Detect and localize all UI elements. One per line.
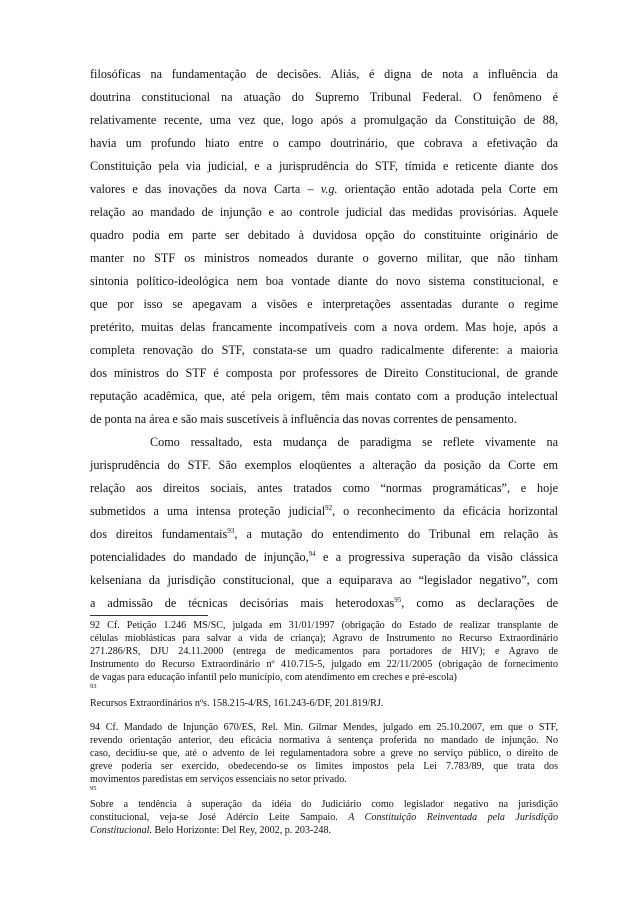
footnote-94-line: revendo orientação anterior, deu eficácia normativa à sentença proferida no mandado de injunção. No <box>90 735 558 746</box>
footnote-94-line: movimentos paredistas em serviços essenciais no setor privado. <box>90 774 347 785</box>
footnote-93-mark: 93 <box>90 683 97 690</box>
footnote-94-line: greve poderia ser exercido, obedecendo-se os limites impostos pela Lei 7.783/89, que trata dos <box>90 761 558 772</box>
paragraph-2-line: potencialidades do mandado de injunção,$^{94}$ e a progressiva superação da visão clássica <box>90 550 558 564</box>
paragraph-2-line: kelseniana da jurisdição constitucional, que a equiparava ao “legislador negativo”, com <box>90 573 558 587</box>
footnote-94-line: 94 Cf. Mandado de Injunção 670/ES, Rel. Min. Gilmar Mendes, julgado em 25.10.2007, em que o STF, <box>90 722 558 733</box>
body-line: relação ao mandado de injunção e ao controle judicial das medidas provisórias. Aquele <box>90 205 558 219</box>
footnote-ref-93[interactable]: 93 <box>227 527 235 535</box>
body-line: filosóficas na fundamentação de decisões. Aliás, é digna de nota a influência da <box>90 67 558 81</box>
paragraph-2-line: relação aos direitos sociais, antes tratados como “normas programáticas”, e hoje <box>90 481 558 495</box>
body-line: relativamente recente, uma vez que, logo após a promulgação da Constituição de 88, <box>90 113 558 127</box>
italic-vg: v.g. <box>320 182 338 196</box>
book-title-cont: Constitucional. <box>90 825 152 836</box>
body-line: dos ministros do STF é composta por professores de Direito Constitucional, de grande <box>90 366 558 380</box>
paragraph-2-line: submetidos a uma intensa proteção judicial$^{92}$, o reconhecimento da eficácia horizontal <box>90 504 558 518</box>
paragraph-2-line: Como ressaltado, esta mudança de paradigma se reflete vivamente na <box>150 435 558 449</box>
footnote-92-line: células mioblásticas para salvar a vida de criança); Agravo de Instrumento no Recurso Extraordinário <box>90 633 558 644</box>
body-line: reputação acadêmica, que, até pela origem, têm mais contato com a produção intelectual <box>90 389 558 403</box>
body-line: manter no STF os ministros nomeados durante o governo militar, que não tinham <box>90 251 558 265</box>
body-line: havia um profundo hiato entre o campo doutrinário, que cobrava a efetivação da <box>90 136 558 150</box>
footnote-92-line: Instrumento do Recurso Extraordinário nº 410.715-5, julgado em 22/11/2005 (obrigação de fornecimento <box>90 659 558 670</box>
footnote-95-mark: 95 <box>90 785 97 792</box>
footnote-ref-95[interactable]: 95 <box>394 596 402 604</box>
paragraph-2-line: a admissão de técnicas decisórias mais heterodoxas$^{95}$, como as declarações de <box>90 596 558 610</box>
body-line: Constituição pela via judicial, e a jurisprudência do STF, tímida e reticente diante dos <box>90 159 558 173</box>
body-line: de ponta na área e são mais suscetíveis à influência das novas correntes de pensamento. <box>90 412 517 426</box>
footnote-92-line: de vagas para educação infantil pelo município, com atendimento em creches e pré-escola) <box>90 672 457 683</box>
body-line: sintonia político-ideológica nem boa vontade diante do novo sistema constitucional, e <box>90 274 558 288</box>
footnote-92-line: 92 Cf. Petição 1.246 MS/SC, julgada em 31/01/1997 (obrigação do Estado de realizar transplante de <box>90 620 558 631</box>
book-title: A Constituição Reinventada pela Jurisdição <box>348 812 558 823</box>
paragraph-2-line: dos direitos fundamentais$^{93}$, a mutação do entendimento do Tribunal em relação às <box>90 527 558 541</box>
footnote-95-line: Constitucional. Belo Horizonte: Del Rey, 2002, p. 203-248. <box>90 825 332 836</box>
footnote-95-line: constitucional, veja-se José Adércio Leite Sampaio. A Constituição Reinventada pela Jurisdição <box>90 812 558 823</box>
body-line: completa renovação do STF, constata-se um quadro radicalmente diferente: a maioria <box>90 343 558 357</box>
footnote-92-line: 271.286/RS, DJU 24.11.2000 (entrega de medicamentos para portadores de HIV); e Agravo de <box>90 646 558 657</box>
body-line: quadro podia em parte ser debitado à duvidosa opção do constituinte originário de <box>90 228 558 242</box>
body-line: pretérito, muitas delas francamente incompatíveis com a nova ordem. Mas hoje, após a <box>90 320 558 334</box>
footnote-95-line: Sobre a tendência à superação da idéia do Judiciário como legislador negativo na jurisdição <box>90 799 558 810</box>
paragraph-2-line: jurisprudência do STF. São exemplos eloqüentes a alteração da posição da Corte em <box>90 458 558 472</box>
footnote-ref-92[interactable]: 92 <box>325 504 333 512</box>
body-line: doutrina constitucional na atuação do Supremo Tribunal Federal. O fenômeno é <box>90 90 558 104</box>
footnote-ref-94[interactable]: 94 <box>308 550 316 558</box>
footnote-94-line: caso, decidiu-se que, até o advento de lei regulamentadora sobre a greve no serviço público, o direito de <box>90 748 558 759</box>
body-line: que por isso se apegavam a visões e interpretações assentadas durante o regime <box>90 297 558 311</box>
footnote-separator <box>90 615 208 616</box>
body-line: valores e das inovações da nova Carta – v.g. orientação então adotada pela Corte em <box>90 182 559 196</box>
footnote-93-line: Recursos Extraordinários nºs. 158.215-4/RS, 161.243-6/DF, 201.819/RJ. <box>90 698 384 709</box>
